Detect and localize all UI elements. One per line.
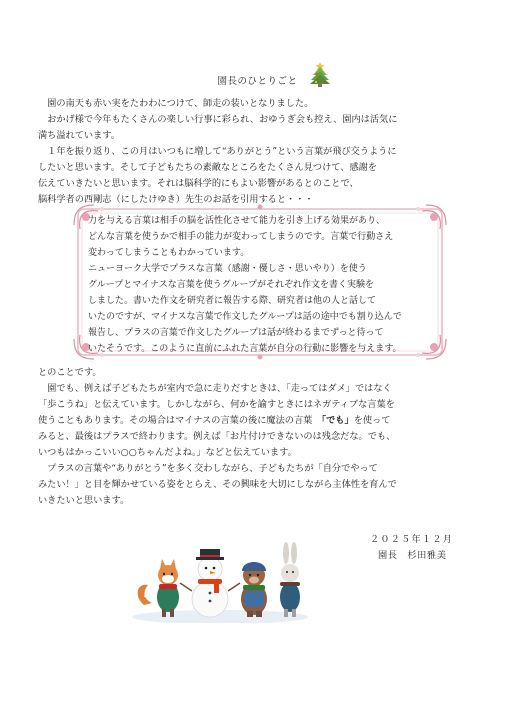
quote-line: 報告し、プラスの言葉で作文したグループは話が終わるまでずっと待って xyxy=(88,328,384,338)
bear-icon xyxy=(241,556,267,617)
date-label: ２０２５年１２月 xyxy=(370,534,454,545)
body-line: みると、最後はプラスで終わります。例えば「お片付けできないのは残念だな。でも、 xyxy=(38,431,396,442)
christmas-tree-icon xyxy=(309,61,331,87)
quote-line: いたそうです。このように直前にふれた言葉が自分の行動に影響を与えます。 xyxy=(88,344,402,354)
signature: 園長 杉田雅美 xyxy=(378,550,447,561)
body-line: いつもはかっこいい○○ちゃんだよね。」などと伝えています。 xyxy=(38,447,297,458)
rabbit-icon xyxy=(280,542,300,617)
quote-line: 力を与える言葉は相手の脳を活性化させて能力を引き上げる効果があり、 xyxy=(88,216,386,226)
intro-line: 園の南天も赤い実をたわわにつけて、師走の装いとなりました。 xyxy=(38,98,314,109)
body-line: みたい！」と目を輝かせている姿をとらえ、その興味を大切にしながら主体性を育んで xyxy=(38,479,397,490)
body-line: とのことです。 xyxy=(38,367,102,378)
fox-icon xyxy=(138,559,179,617)
intro-line: おかげ様で今年もたくさんの楽しい行事に彩られ、おゆうぎ会も控え、園内は活気に xyxy=(38,114,398,125)
body-line xyxy=(38,413,478,429)
quote-line: グループとマイナスな言葉を使うグループがそれぞれ作文を書く実験を xyxy=(88,280,375,290)
body-text: を使って xyxy=(353,415,391,426)
page-title: 園長のひとりごと xyxy=(217,76,298,87)
page-title-row xyxy=(0,69,515,88)
quote-line: ニューヨーク大学でプラスな言葉（感謝・優しさ・思いやり）を使う xyxy=(88,264,367,274)
intro-line: したいと思います。そして子どもたちの素敵なところをたくさん見つけて、感謝を xyxy=(38,162,378,173)
quote-line: 変わってしまうこともわかっています。 xyxy=(88,248,250,258)
intro-line: 脳科学者の西剛志（にしたけゆき）先生のお話を引用すると・・・ xyxy=(38,194,314,205)
magic-word: 「でも」 xyxy=(321,415,354,426)
body-line: プラスの言葉や“ありがとう”を多く交わしながら、子どもたちが「自分でやって xyxy=(38,463,378,474)
intro-line: 伝えていきたいと思います。それは脳科学的にもよい影響があるとのことで、 xyxy=(38,178,359,189)
body-text: 使うこともあります。その場合はマイナスの言葉の後に魔法の言葉 xyxy=(38,415,322,426)
winter-animals-illustration xyxy=(130,535,310,623)
intro-line: １年を振り返り、この月はいつもに増して“ありがとう”という言葉が飛び交うように xyxy=(38,146,397,157)
quote-line: しました。書いた作文を研究者に報告する際、研究者は他の人と話して xyxy=(88,296,377,306)
quote-line: いたのですが、マイナスな言葉で作文したグループは話の途中でも割り込んで xyxy=(88,312,402,322)
body-line: 「歩こうね」と伝えています。しかしながら、何かを諭すときにはネガティブな言葉を xyxy=(38,399,395,410)
body-line: いきたいと思います。 xyxy=(38,495,130,506)
body-line: 園でも、例えば子どもたちが室内で急に走りだすときは、「走ってはダメ」ではなく xyxy=(38,383,392,394)
intro-line: 満ち溢れています。 xyxy=(38,130,120,141)
quote-line: どんな言葉を使うかで相手の能力が変わってしまうのです。言葉で行動さえ xyxy=(88,232,394,242)
snowman-icon xyxy=(180,549,240,617)
